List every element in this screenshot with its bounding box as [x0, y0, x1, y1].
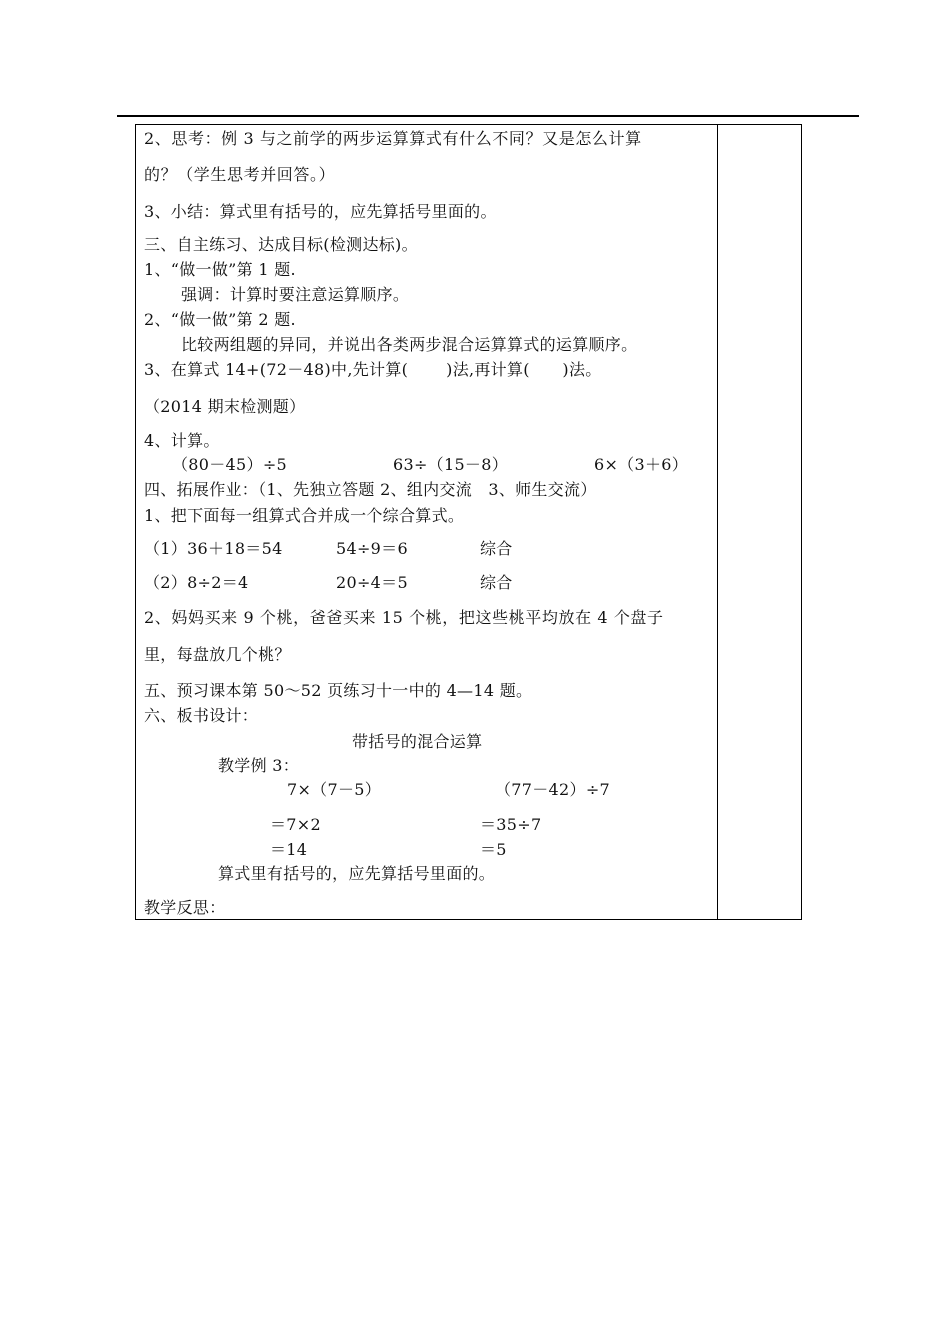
- text-line: 2、“做一做”第 2 题.: [144, 310, 296, 329]
- text-line: 2、妈妈买来 9 个桃，爸爸买来 15 个桃，把这些桃平均放在 4 个盘子: [144, 608, 664, 627]
- math-expression: ＝7×2: [270, 815, 321, 834]
- text-line: 比较两组题的异同，并说出各类两步混合运算算式的运算顺序。: [181, 335, 638, 354]
- text-line: （2014 期末检测题）: [144, 397, 306, 416]
- text-line: 3、小结：算式里有括号的，应先算括号里面的。: [144, 202, 497, 221]
- text-line: 里，每盘放几个桃？: [144, 645, 291, 664]
- text-line: 1、“做一做”第 1 题.: [144, 260, 296, 279]
- math-expression: 54÷9＝6: [336, 539, 408, 558]
- math-expression: 63÷（15－8）: [393, 455, 509, 474]
- text-line: 算式里有括号的，应先算括号里面的。: [218, 864, 496, 883]
- header-rule: [117, 115, 859, 117]
- text-line: 综合: [480, 539, 513, 558]
- math-expression: （2）8÷2＝4: [144, 573, 249, 592]
- math-expression: ＝5: [480, 840, 507, 859]
- section-heading: 六、板书设计：: [144, 706, 259, 725]
- board-title: 带括号的混合运算: [352, 732, 483, 751]
- text-line: 2、思考：例 3 与之前学的两步运算算式有什么不同？又是怎么计算: [144, 129, 642, 148]
- math-expression: （80－45）÷5: [172, 455, 288, 474]
- text-line: 综合: [480, 573, 513, 592]
- text-line: 1、把下面每一组算式合并成一个综合算式。: [144, 506, 465, 525]
- text-line: 教学例 3：: [218, 756, 300, 775]
- math-expression: 7×（7－5）: [287, 780, 382, 799]
- section-heading: 五、预习课本第 50～52 页练习十一中的 4—14 题。: [144, 681, 533, 700]
- section-heading: 三、自主练习、达成目标(检测达标)。: [144, 235, 418, 254]
- text-line: 的？（学生思考并回答。）: [144, 165, 336, 184]
- math-expression: （1）36＋18＝54: [144, 539, 283, 558]
- math-expression: （77－42）÷7: [495, 780, 611, 799]
- math-expression: ＝35÷7: [480, 815, 542, 834]
- section-heading: 四、拓展作业：（1、先独立答题 2、组内交流 3、师生交流）: [144, 480, 597, 499]
- text-line: 4、计算。: [144, 431, 220, 450]
- math-expression: 20÷4＝5: [336, 573, 408, 592]
- reflection-label: 教学反思：: [144, 898, 226, 917]
- text-line: 3、在算式 14+(72－48)中,先计算( )法,再计算( )法。: [144, 360, 602, 379]
- math-expression: 6×（3＋6）: [594, 455, 689, 474]
- text-line: 强调：计算时要注意运算顺序。: [181, 285, 410, 304]
- table-column-divider: [717, 124, 718, 920]
- math-expression: ＝14: [270, 840, 308, 859]
